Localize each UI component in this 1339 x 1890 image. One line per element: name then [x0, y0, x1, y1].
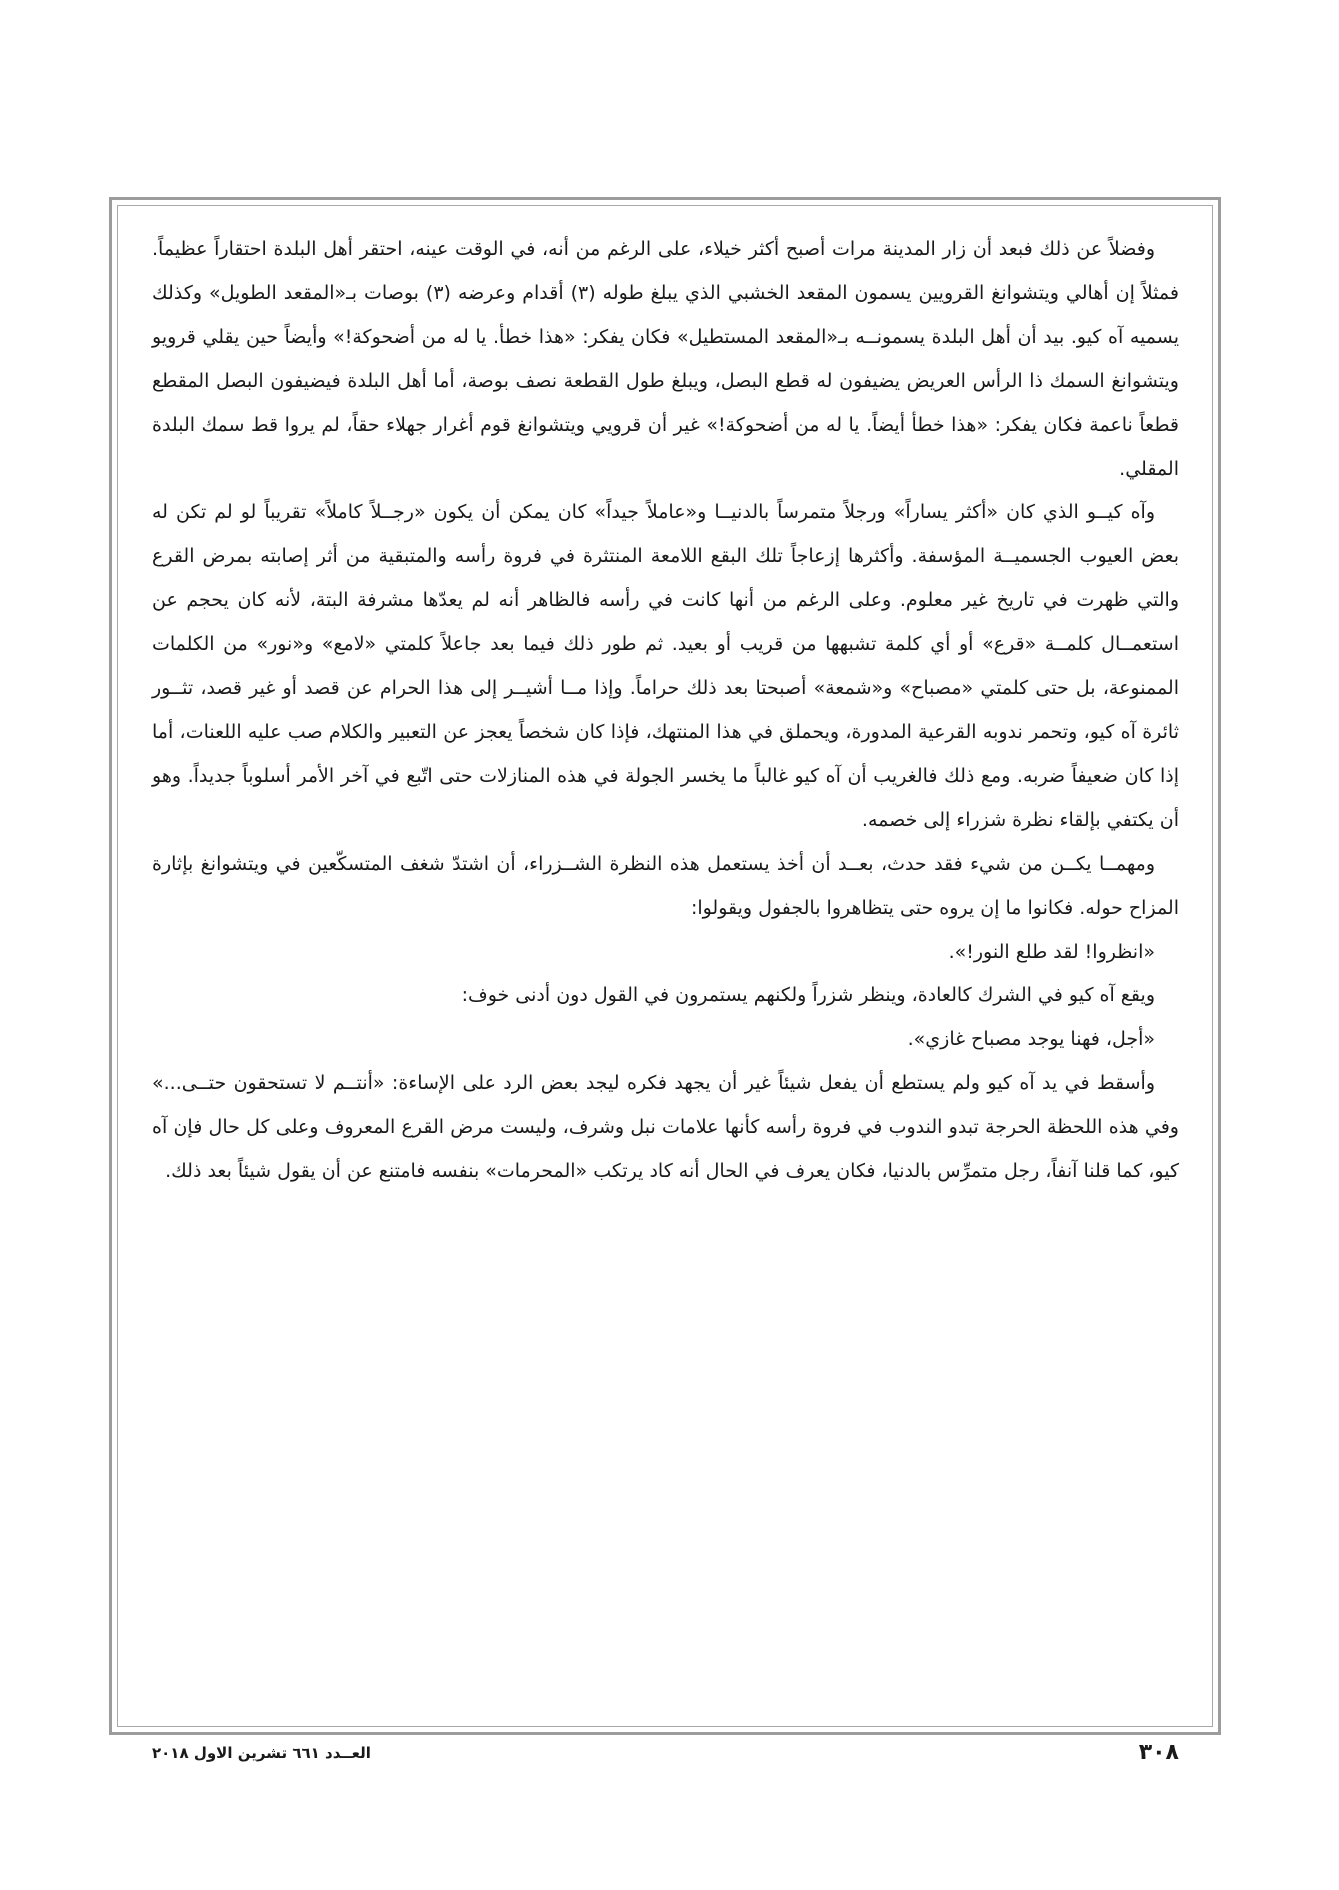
quote-2: «أجل، فهنا يوجد مصباح غازي».: [907, 1028, 1155, 1051]
article-body: [152, 228, 1179, 1194]
paragraph-3: ومهمــا يكــن من شيء فقد حدث، بعــد أن أخذ يستعمل هذه النظرة الشــزراء، أن اشتدّ شغف المتسكّعين في ويتشوانغ بإثارة المزاح حوله. فكانوا ما إن يروه حتى يتظاهروا بالجفول ويقولوا:: [152, 852, 1179, 919]
paragraph-5: وأسقط في يد آه كيو ولم يستطع أن يفعل شيئاً غير أن يجهد فكره ليجد بعض الرد على الإساءة: «أنتــم لا تستحقون حتــى...» وفي هذه اللحظة الحرجة تبدو الندوب في فروة رأسه كأنها علامات نبل وشرف، وليست مرض القرع المعروف وعلى كل حال فإن آه كيو، كما قلنا آنفاً، رجل متمرِّس بالدنيا، فكان يعرف في الحال أنه كاد يرتكب «المحرمات» بنفسه فامتنع عن أن يقول شيئاً بعد ذلك.: [152, 1072, 1179, 1183]
paragraph-1: وفضلاً عن ذلك فبعد أن زار المدينة مرات أصبح أكثر خيلاء، على الرغم من أنه، في الوقت عينه، احتقر أهل البلدة احتقاراً عظيماً. فمثلاً إن أهالي ويتشوانغ القرويين يسمون المقعد الخشبي الذي يبلغ طوله (٣) أقدام وعرضه (٣) بوصات بـ«المقعد الطويل» وكذلك يسميه آه كيو. بيد أن أهل البلدة يسمونــه بـ«المقعد المستطيل» فكان يفكر: «هذا خطأ. يا له من أضحوكة!» وأيضاً حين يقلي قرويو ويتشوانغ السمك ذا الرأس العريض يضيفون له قطع البصل، ويبلغ طول القطعة نصف بوصة، أما أهل البلدة فيضيفون البصل المقطع قطعاً ناعمة فكان يفكر: «هذا خطأ أيضاً. يا له من أضحوكة!» غير أن قرويي ويتشوانغ قوم أغرار جهلاء حقاً، لم يروا قط سمك البلدة المقلي.: [152, 238, 1179, 480]
quote-1: «انظروا! لقد طلع النور!».: [948, 940, 1155, 963]
paragraph-2: وآه كيــو الذي كان «أكثر يساراً» ورجلاً متمرساً بالدنيــا و«عاملاً جيداً» كان يمكن أن يكون «رجــلاً كاملاً» تقريباً لو لم تكن له بعض العيوب الجسميــة المؤسفة. وأكثرها إزعاجاً تلك البقع اللامعة المنتثرة في فروة رأسه والمتبقية من أثر إصابته بمرض القرع والتي ظهرت في تاريخ غير معلوم. وعلى الرغم من أنها كانت في رأسه فالظاهر أنه لم يعدّها مشرفة البتة، لأنه كان يحجم عن استعمــال كلمــة «قرع» أو أي كلمة تشبهها من قريب أو بعيد. ثم طور ذلك فيما بعد جاعلاً كلمتي «لامع» و«نور» من الكلمات الممنوعة، بل حتى كلمتي «مصباح» و«شمعة» أصبحتا بعد ذلك حراماً. وإذا مــا أشيــر إلى هذا الحرام عن قصد أو غير قصد، تثــور ثائرة آه كيو، وتحمر ندوبه القرعية المدورة، ويحملق في هذا المنتهك، فإذا كان شخصاً يعجز عن التعبير والكلام صب عليه اللعنات، أما إذا كان ضعيفاً ضربه. ومع ذلك فالغريب أن آه كيو غالباً ما يخسر الجولة في هذه المنازلات حتى اتّبع في آخر الأمر أسلوباً جديداً. وهو أن يكتفي بإلقاء نظرة شزراء إلى خصمه.: [152, 501, 1179, 831]
paragraph-4: ويقع آه كيو في الشرك كالعادة، وينظر شزراً ولكنهم يستمرون في القول دون أدنى خوف:: [461, 984, 1155, 1007]
page-number: ٣٠٨: [1138, 1740, 1179, 1765]
issue-info: العــدد ٦٦١ تشرين الاول ٢٠١٨: [152, 1743, 371, 1762]
page-footer: [152, 1740, 1179, 1765]
